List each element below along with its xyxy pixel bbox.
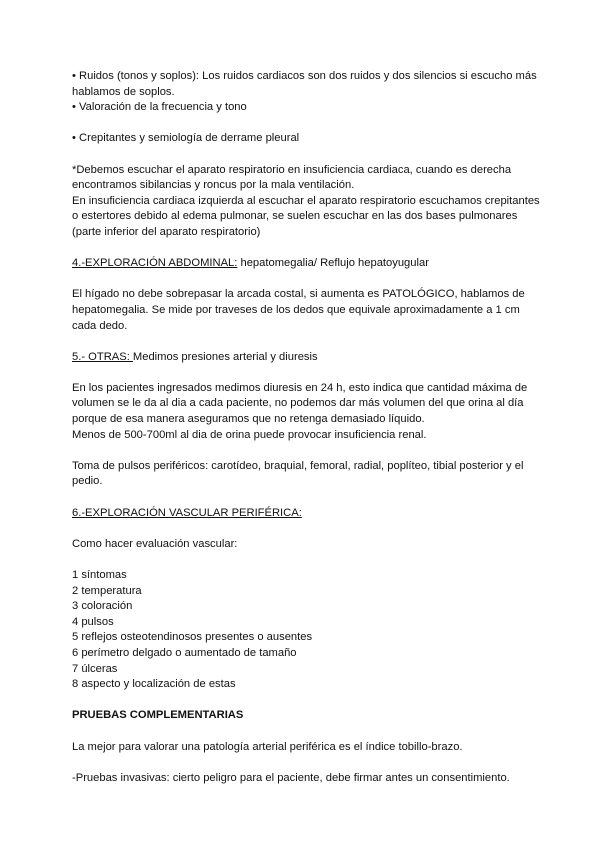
paragraph-ic-derecha: *Debemos escuchar el aparato respiratorio en insuficiencia cardiaca, cuando es derecha encontramos sibilancias y roncus por la mala ventilación. (72, 163, 512, 192)
paragraph-insuficiencia-renal: Menos de 500-700ml al dia de orina puede provocar insuficiencia renal. (72, 428, 427, 441)
list-item: 1 síntomas (72, 569, 127, 581)
paragraph-diuresis: En los pacientes ingresados medimos diuresis en 24 h, esto indica que cantidad máxima de volumen se le da al dia a cada paciente, no podemos dar más volumen del que orina al día porque de esa manera aseguramos que no retenga demasiado líquido. (72, 381, 528, 426)
heading-otras-title: 5.- OTRAS: (72, 350, 133, 363)
paragraph-higado: El hígado no debe sobrepasar la arcada costal, si aumenta es PATOLÓGICO, hablamos de hepatomegalia. Se mide por traveses de los dedos que equivale aproximadamente a 1 cm cada dedo. (72, 288, 525, 332)
list-item: 7 úlceras (72, 662, 118, 675)
paragraph-ruidos: • Ruidos (tonos y soplos): Los ruidos cardiacos son dos ruidos y dos silencios si escucho más hablamos de soplos. (72, 70, 537, 98)
paragraph-crepitantes: • Crepitantes y semiología de derrame pleural (72, 132, 300, 145)
paragraph-frecuencia: • Valoración de la frecuencia y tono (72, 101, 247, 114)
section-heading-pruebas: PRUEBAS COMPLEMENTARIAS (72, 709, 244, 722)
list-item: 5 reflejos osteotendinosos presentes o ausentes (72, 631, 313, 644)
heading-abdominal-title: 4.-EXPLORACIÓN ABDOMINAL: (72, 257, 238, 270)
heading-vascular-title: 6.-EXPLORACIÓN VASCULAR PERIFÉRICA: (72, 506, 302, 519)
paragraph-ic-izquierda: En insuficiencia cardiaca izquierda al escuchar el aparato respiratorio escuchamos crepitantes o estertores debido al edema pulmonar, se suelen escuchar en las dos bases pulmonares (parte inferior del aparato respiratorio) (72, 194, 540, 238)
section-heading-vascular (72, 506, 542, 522)
paragraph-pruebas-invasivas: -Pruebas invasivas: cierto peligro para el paciente, debe firmar antes un consentimiento. (72, 771, 510, 784)
section-heading-otras (72, 350, 542, 366)
heading-abdominal-rest: hepatomegalia/ Reflujo hepatoyugular (237, 257, 429, 270)
list-item: 2 temperatura (72, 584, 142, 597)
evaluation-list (72, 568, 542, 693)
paragraph-evaluacion: Como hacer evaluación vascular: (72, 537, 238, 550)
list-item: 8 aspecto y localización de estas (72, 678, 236, 691)
list-item: 4 pulsos (72, 615, 114, 628)
paragraph-pulsos: Toma de pulsos periféricos: carotídeo, braquial, femoral, radial, poplíteo, tibial posterior y el pedio. (72, 459, 524, 488)
section-heading-abdominal (72, 256, 542, 272)
list-item: 3 coloración (72, 600, 133, 613)
paragraph-indice-tobillo-brazo: La mejor para valorar una patología arterial periférica es el índice tobillo-brazo. (72, 740, 463, 753)
document-page (72, 69, 542, 786)
list-item: 6 perímetro delgado o aumentado de tamaño (72, 646, 297, 659)
heading-otras-rest: Medimos presiones arterial y diuresis (132, 350, 318, 363)
